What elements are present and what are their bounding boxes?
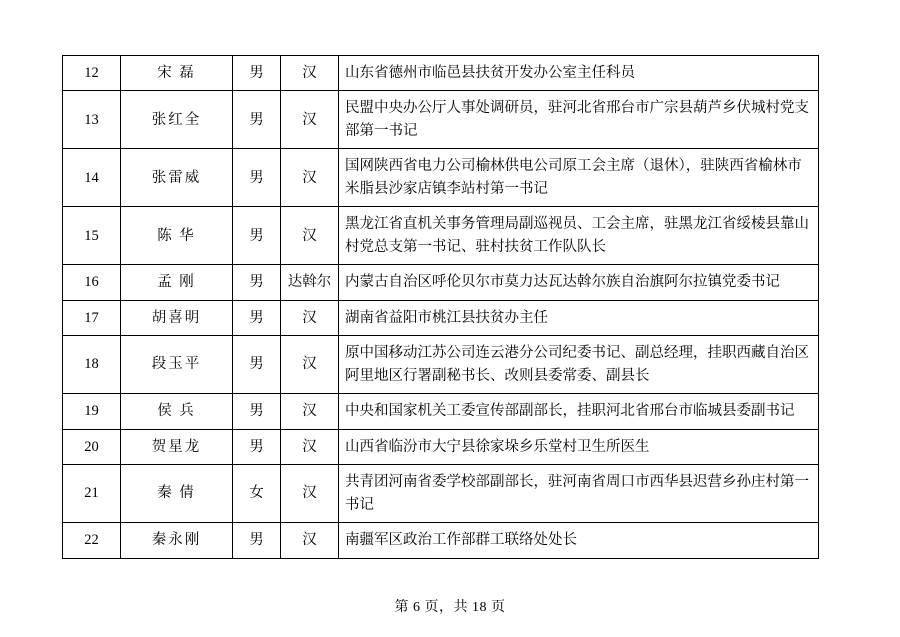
row-description: 黑龙江省直机关事务管理局副巡视员、工会主席，驻黑龙江省绥棱县靠山村党总支第一书记、驻村扶贫工作队队长 bbox=[339, 207, 819, 265]
row-description: 原中国移动江苏公司连云港分公司纪委书记、副总经理，挂职西藏自治区阿里地区行署副秘书长、改则县委常委、副县长 bbox=[339, 336, 819, 394]
row-gender: 男 bbox=[233, 523, 281, 558]
row-index: 14 bbox=[63, 149, 121, 207]
table-row bbox=[63, 207, 819, 265]
row-name: 陈 华 bbox=[121, 207, 233, 265]
row-gender: 男 bbox=[233, 265, 281, 300]
row-ethnicity: 汉 bbox=[281, 429, 339, 464]
row-name: 秦 倩 bbox=[121, 465, 233, 523]
row-name: 胡喜明 bbox=[121, 300, 233, 335]
row-index: 19 bbox=[63, 394, 121, 429]
row-description: 南疆军区政治工作部群工联络处处长 bbox=[339, 523, 819, 558]
row-ethnicity: 汉 bbox=[281, 336, 339, 394]
row-gender: 男 bbox=[233, 91, 281, 149]
table-row bbox=[63, 265, 819, 300]
row-index: 13 bbox=[63, 91, 121, 149]
row-description: 内蒙古自治区呼伦贝尔市莫力达瓦达斡尔族自治旗阿尔拉镇党委书记 bbox=[339, 265, 819, 300]
row-gender: 男 bbox=[233, 394, 281, 429]
table-row bbox=[63, 149, 819, 207]
row-ethnicity: 汉 bbox=[281, 91, 339, 149]
row-ethnicity: 汉 bbox=[281, 207, 339, 265]
row-description: 国网陕西省电力公司榆林供电公司原工会主席（退休），驻陕西省榆林市米脂县沙家店镇李站村第一书记 bbox=[339, 149, 819, 207]
row-ethnicity: 汉 bbox=[281, 300, 339, 335]
table-row bbox=[63, 91, 819, 149]
row-name: 孟 刚 bbox=[121, 265, 233, 300]
table-row bbox=[63, 429, 819, 464]
row-index: 12 bbox=[63, 56, 121, 91]
row-name: 宋 磊 bbox=[121, 56, 233, 91]
row-index: 16 bbox=[63, 265, 121, 300]
row-description: 民盟中央办公厅人事处调研员，驻河北省邢台市广宗县葫芦乡伏城村党支部第一书记 bbox=[339, 91, 819, 149]
row-name: 秦永刚 bbox=[121, 523, 233, 558]
table-row bbox=[63, 56, 819, 91]
row-name: 侯 兵 bbox=[121, 394, 233, 429]
row-gender: 男 bbox=[233, 56, 281, 91]
roster-table-container bbox=[62, 55, 818, 559]
roster-table bbox=[62, 55, 819, 559]
table-row bbox=[63, 394, 819, 429]
row-name: 张雷威 bbox=[121, 149, 233, 207]
row-description: 山东省德州市临邑县扶贫开发办公室主任科员 bbox=[339, 56, 819, 91]
row-index: 18 bbox=[63, 336, 121, 394]
row-index: 17 bbox=[63, 300, 121, 335]
table-row bbox=[63, 300, 819, 335]
page-footer: 第 6 页，共 18 页 bbox=[394, 600, 506, 615]
row-description: 山西省临汾市大宁县徐家垛乡乐堂村卫生所医生 bbox=[339, 429, 819, 464]
table-row bbox=[63, 523, 819, 558]
row-name: 段玉平 bbox=[121, 336, 233, 394]
table-row bbox=[63, 465, 819, 523]
row-name: 贺星龙 bbox=[121, 429, 233, 464]
table-row bbox=[63, 336, 819, 394]
row-ethnicity: 汉 bbox=[281, 394, 339, 429]
roster-table-body bbox=[63, 56, 819, 559]
row-gender: 男 bbox=[233, 207, 281, 265]
row-gender: 男 bbox=[233, 300, 281, 335]
row-gender: 女 bbox=[233, 465, 281, 523]
row-description: 湖南省益阳市桃江县扶贫办主任 bbox=[339, 300, 819, 335]
row-name: 张红全 bbox=[121, 91, 233, 149]
row-index: 21 bbox=[63, 465, 121, 523]
row-index: 22 bbox=[63, 523, 121, 558]
row-index: 20 bbox=[63, 429, 121, 464]
row-ethnicity: 汉 bbox=[281, 56, 339, 91]
row-description: 共青团河南省委学校部副部长，驻河南省周口市西华县迟营乡孙庄村第一书记 bbox=[339, 465, 819, 523]
row-description: 中央和国家机关工委宣传部副部长，挂职河北省邢台市临城县委副书记 bbox=[339, 394, 819, 429]
row-ethnicity: 汉 bbox=[281, 523, 339, 558]
row-gender: 男 bbox=[233, 429, 281, 464]
row-gender: 男 bbox=[233, 149, 281, 207]
row-gender: 男 bbox=[233, 336, 281, 394]
row-ethnicity: 达斡尔 bbox=[281, 265, 339, 300]
row-ethnicity: 汉 bbox=[281, 149, 339, 207]
row-index: 15 bbox=[63, 207, 121, 265]
row-ethnicity: 汉 bbox=[281, 465, 339, 523]
